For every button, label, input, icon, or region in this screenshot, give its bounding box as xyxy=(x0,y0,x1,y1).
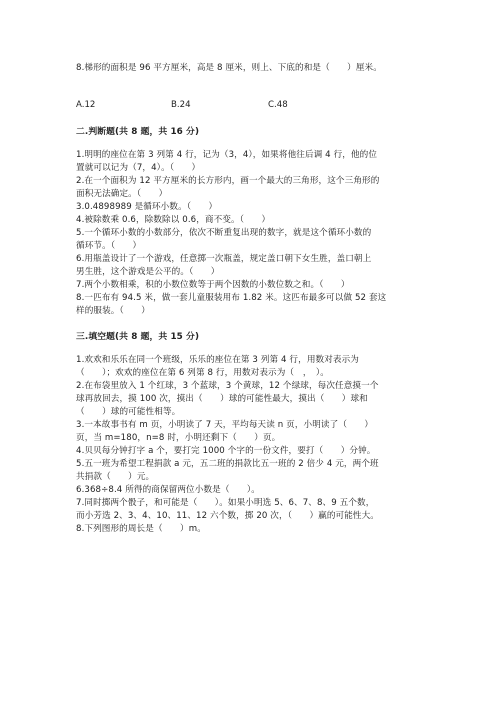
option-c: C.48 xyxy=(268,100,288,110)
section-3-line: 5.五一班为希望工程捐款 a 元，五二班的捐款比五一班的 2 倍少 4 元，两个班 xyxy=(76,459,379,469)
section-2-line: 6.用瓶盖设计了一个游戏，任意掷一次瓶盖，规定盖口朝下女生胜，盖口朝上 xyxy=(76,254,372,264)
section-2-line: 2.在一个面积为 12 平方厘米的长方形内，画一个最大的三角形，这个三角形的 xyxy=(76,176,380,186)
section-2-line: 置就可以记为（7，4）。（ ） xyxy=(76,163,201,173)
section-3-line: 6.368÷8.4 所得的商保留两位小数是（ ）。 xyxy=(76,485,261,495)
section-3-line: 3.一本故事书有 m 页，小明读了 7 天，平均每天读 n 页，小明读了（ ） xyxy=(76,420,374,430)
section-3-title: 三.填空题(共 8 题，共 15 分) xyxy=(76,332,200,342)
section-2-line: 3.0.4898989 是循环小数。（ ） xyxy=(76,202,218,212)
section-3-line: 2.在布袋里放入 1 个红球，3 个蓝球，3 个黄球，12 个绿球，每次任意摸一个 xyxy=(76,381,379,391)
section-3-line: 4.贝贝每分钟打字 a 个，要打完 1000 个字的一份文件，要打（ ）分钟。 xyxy=(76,446,376,456)
section-2-line: 4.被除数乘 0.6，除数除以 0.6，商不变。（ ） xyxy=(76,215,271,225)
section-3-line: 8.下列图形的周长是（ ）m。 xyxy=(76,524,206,534)
option-a: A.12 xyxy=(76,100,96,110)
section-3-line: 1.欢欢和乐乐在同一个班级，乐乐的座位在第 3 列第 4 行，用数对表示为 xyxy=(76,355,359,365)
question-8-top: 8.梯形的面积是 96 平方厘米，高是 8 厘米，则上、下底的和是（ ）厘米。 xyxy=(76,63,382,73)
section-2-line: 1.明明的座位在第 3 列第 4 行，记为（3，4），如果将他往后调 4 行，他的位 xyxy=(76,150,378,160)
section-2-line: 循环节。（ ） xyxy=(76,241,142,251)
section-3-line: 页，当 m=180，n=8 时，小明还剩下（ ）页。 xyxy=(76,433,281,443)
section-2-title: 二.判断题(共 8 题，共 16 分) xyxy=(76,127,200,137)
section-3-line: 共捐款（ ）元。 xyxy=(76,472,155,482)
option-b: B.24 xyxy=(171,100,191,110)
section-3-line: （ ）；欢欢的座位在第 6 列第 8 行，用数对表示为（ ， ）。 xyxy=(76,368,329,378)
section-2-line: 样的服装。（ ） xyxy=(76,306,150,316)
section-3-line: 而小芳选 2、3、4、10、11、12 六个数，掷 20 次，（ ）赢的可能性大。 xyxy=(76,511,380,521)
section-2-line: 8.一匹布有 94.5 米，做一套儿童服装用布 1.82 米。这匹布最多可以做 52 套这 xyxy=(76,293,387,303)
section-3-line: （ ）球的可能性相等。 xyxy=(76,407,181,417)
section-2-line: 5.一个循环小数的小数部分，依次不断重复出现的数字，就是这个循环小数的 xyxy=(76,228,372,238)
section-3-line: 球再放回去，摸 100 次，摸出（ ）球的可能性最大，摸出（ ）球和 xyxy=(76,394,368,404)
section-2-line: 男生胜，这个游戏是公平的。（ ） xyxy=(76,267,220,277)
section-2-line: 7.两个小数相乘，积的小数位数等于两个因数的小数位数之和。（ ） xyxy=(76,280,350,290)
section-2-line: 面积无法确定。（ ） xyxy=(76,189,168,199)
section-3-line: 7.同时掷两个骰子，和可能是（ ）。如果小明选 5、6、7、8、9 五个数， xyxy=(76,498,375,508)
